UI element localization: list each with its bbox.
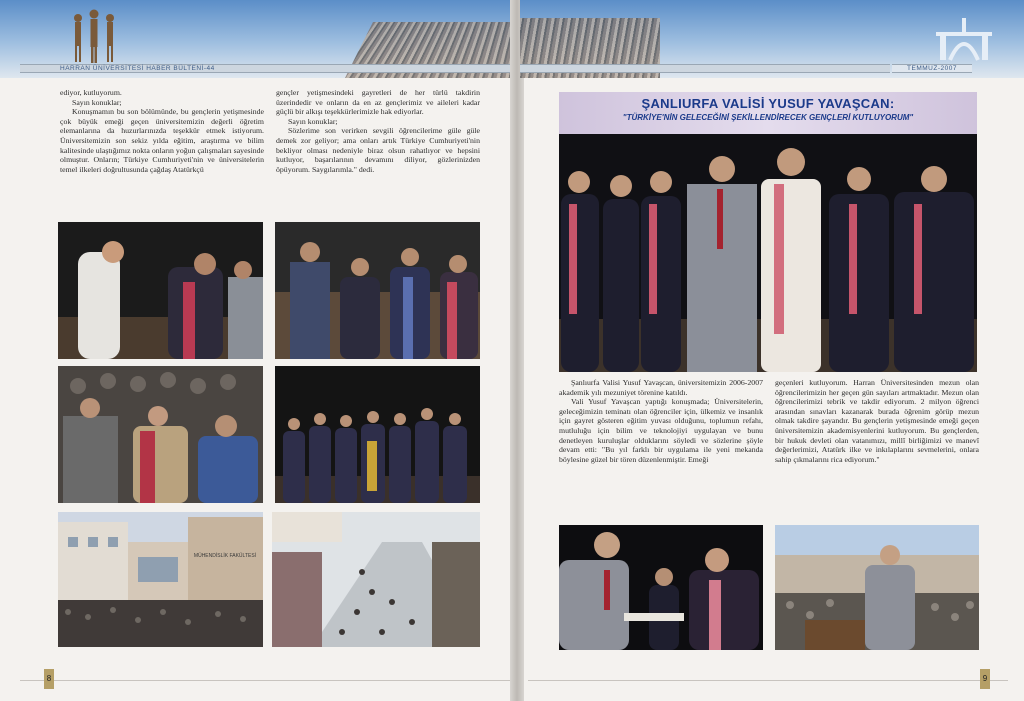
paragraph: Sayın konuklar;: [288, 116, 338, 126]
photo-governor-presenting-diploma: [559, 525, 763, 650]
statue-group-icon: [66, 8, 122, 64]
right-column-2: [775, 378, 979, 464]
page-number-right: 9: [980, 669, 990, 689]
page-number-left: 8: [44, 669, 54, 689]
left-header-strip: [20, 64, 310, 73]
photo-faculty-building: [58, 512, 263, 647]
article-title-band: [559, 92, 977, 134]
paragraph: Şanlıurfa Valisi Yusuf Yavaşcan, üniversitemizin 2006-2007 akademik yılı mezuniyet törenine katıldı.: [559, 378, 763, 397]
left-column-1: [60, 88, 264, 174]
paragraph: Sözlerime son verirken sevgili öğrencilerime güle güle demek zor geliyor; ama onları artık Türkiye Cumhuriyeti'nin bekliyor olması nedeniyle biraz olsun rahatlıyor ve hepsini kutluyor, başarılarının devamını diliyor, gözlerinizden öpüyorum. Saygılarımla." dedi.: [276, 126, 480, 174]
photo-governor-with-graduates: [559, 134, 977, 372]
photo-governor-graduates: [275, 222, 480, 359]
paragraph: Sayın konuklar;: [72, 97, 122, 107]
article-subtitle: "TÜRKİYE'NİN GELECEĞİNİ ŞEKİLLENDİRECEK GENÇLERİ KUTLUYORUM": [622, 113, 914, 122]
paragraph: ediyor, kutluyorum.: [60, 88, 122, 97]
issue-date: TEMMUZ-2007: [907, 65, 957, 72]
photo-ceremony-crowd: [272, 512, 480, 647]
photo-governor-speech: [775, 525, 979, 650]
page-gutter: [510, 0, 524, 701]
photo-diploma-handshake: [58, 222, 263, 359]
left-column-2: [276, 88, 480, 174]
article-title: ŞANLIURFA VALİSİ YUSUF YAVAŞCAN:: [641, 96, 895, 111]
building-sign: MÜHENDİSLİK FAKÜLTESİ: [193, 553, 257, 559]
paragraph: Konuşmamın bu son bölümünde, bu gençlerin yetişmesinde çok büyük emeği geçen üniversitemizin değerli öğretim elemanlarına da huzurlarınızda teşekkür etmek istiyorum. Üniversitemizin son sekiz yılda eğitim, araştırma ve bilim kalitesinde ulaştığımız nokta onların yoğun çalışmaları sayesinde olmuştur. Onların; Türkiye Cumhuriyeti'nin ve üniversitelerin temel ilkeleri doğrultusunda çağdaş Atatürkçü: [60, 107, 264, 174]
university-logo-icon: [930, 18, 998, 62]
bulletin-title: HARRAN ÜNİVERSİTESİ HABER BÜLTENİ-44: [60, 65, 215, 72]
right-column-1: [559, 378, 763, 464]
photo-seated-guests: [58, 366, 263, 503]
paragraph: geçenleri kutluyorum. Harran Üniversitesinden mezun olan öğrencilerimizin her geçen gün sayıları artmaktadır. Mezun olan öğrencilerimizi tebrik ve takdir ediyorum. 2 milyon öğrenci arasından sınavları kazanarak burada öğrenim görüp mezun olmak takdire şayandır. Bu gençlerin yetişmesinde emeği geçen üniversitemizin akademisyenlerini kutluyorum. Bu gençlerden, bir hukuk devleti olan vatanımızı, millî birliğimizi ve manevî değerlerimizi, Atatürk ilke ve inkılaplarını sevmelerini, onlara sahip çıkmalarını rica ediyorum.": [775, 378, 979, 464]
paragraph: gençler yetişmesindeki gayretleri de her türlü takdirin üzerindedir ve onların da en az gençlerimiz ve aileleri kadar güçlü bir alkışı teşekkürlerimizle hak ediyorlar.: [276, 88, 480, 117]
photo-graduates-line: [275, 366, 480, 503]
paragraph: Vali Yusuf Yavaşcan yaptığı konuşmada; Üniversitelerin, geleceğimizin teminatı olan öğrenciler için, ülkemiz ve insanlık için gayret gösteren eğitim yuvası olduğunu, toplumun refahı, mutluluğu için bilim ve teknolojiyi uygulayan ve bunu denetleyen kuruluşlar olduklarını söyledi ve sözlerine şöyle devam etti: "Bu yıl farklı bir uygulama ile yeni mekanda böylesine güzel bir tören düzenlenmiştir. Emeği: [559, 397, 763, 464]
issue-date-strip: [892, 64, 972, 73]
